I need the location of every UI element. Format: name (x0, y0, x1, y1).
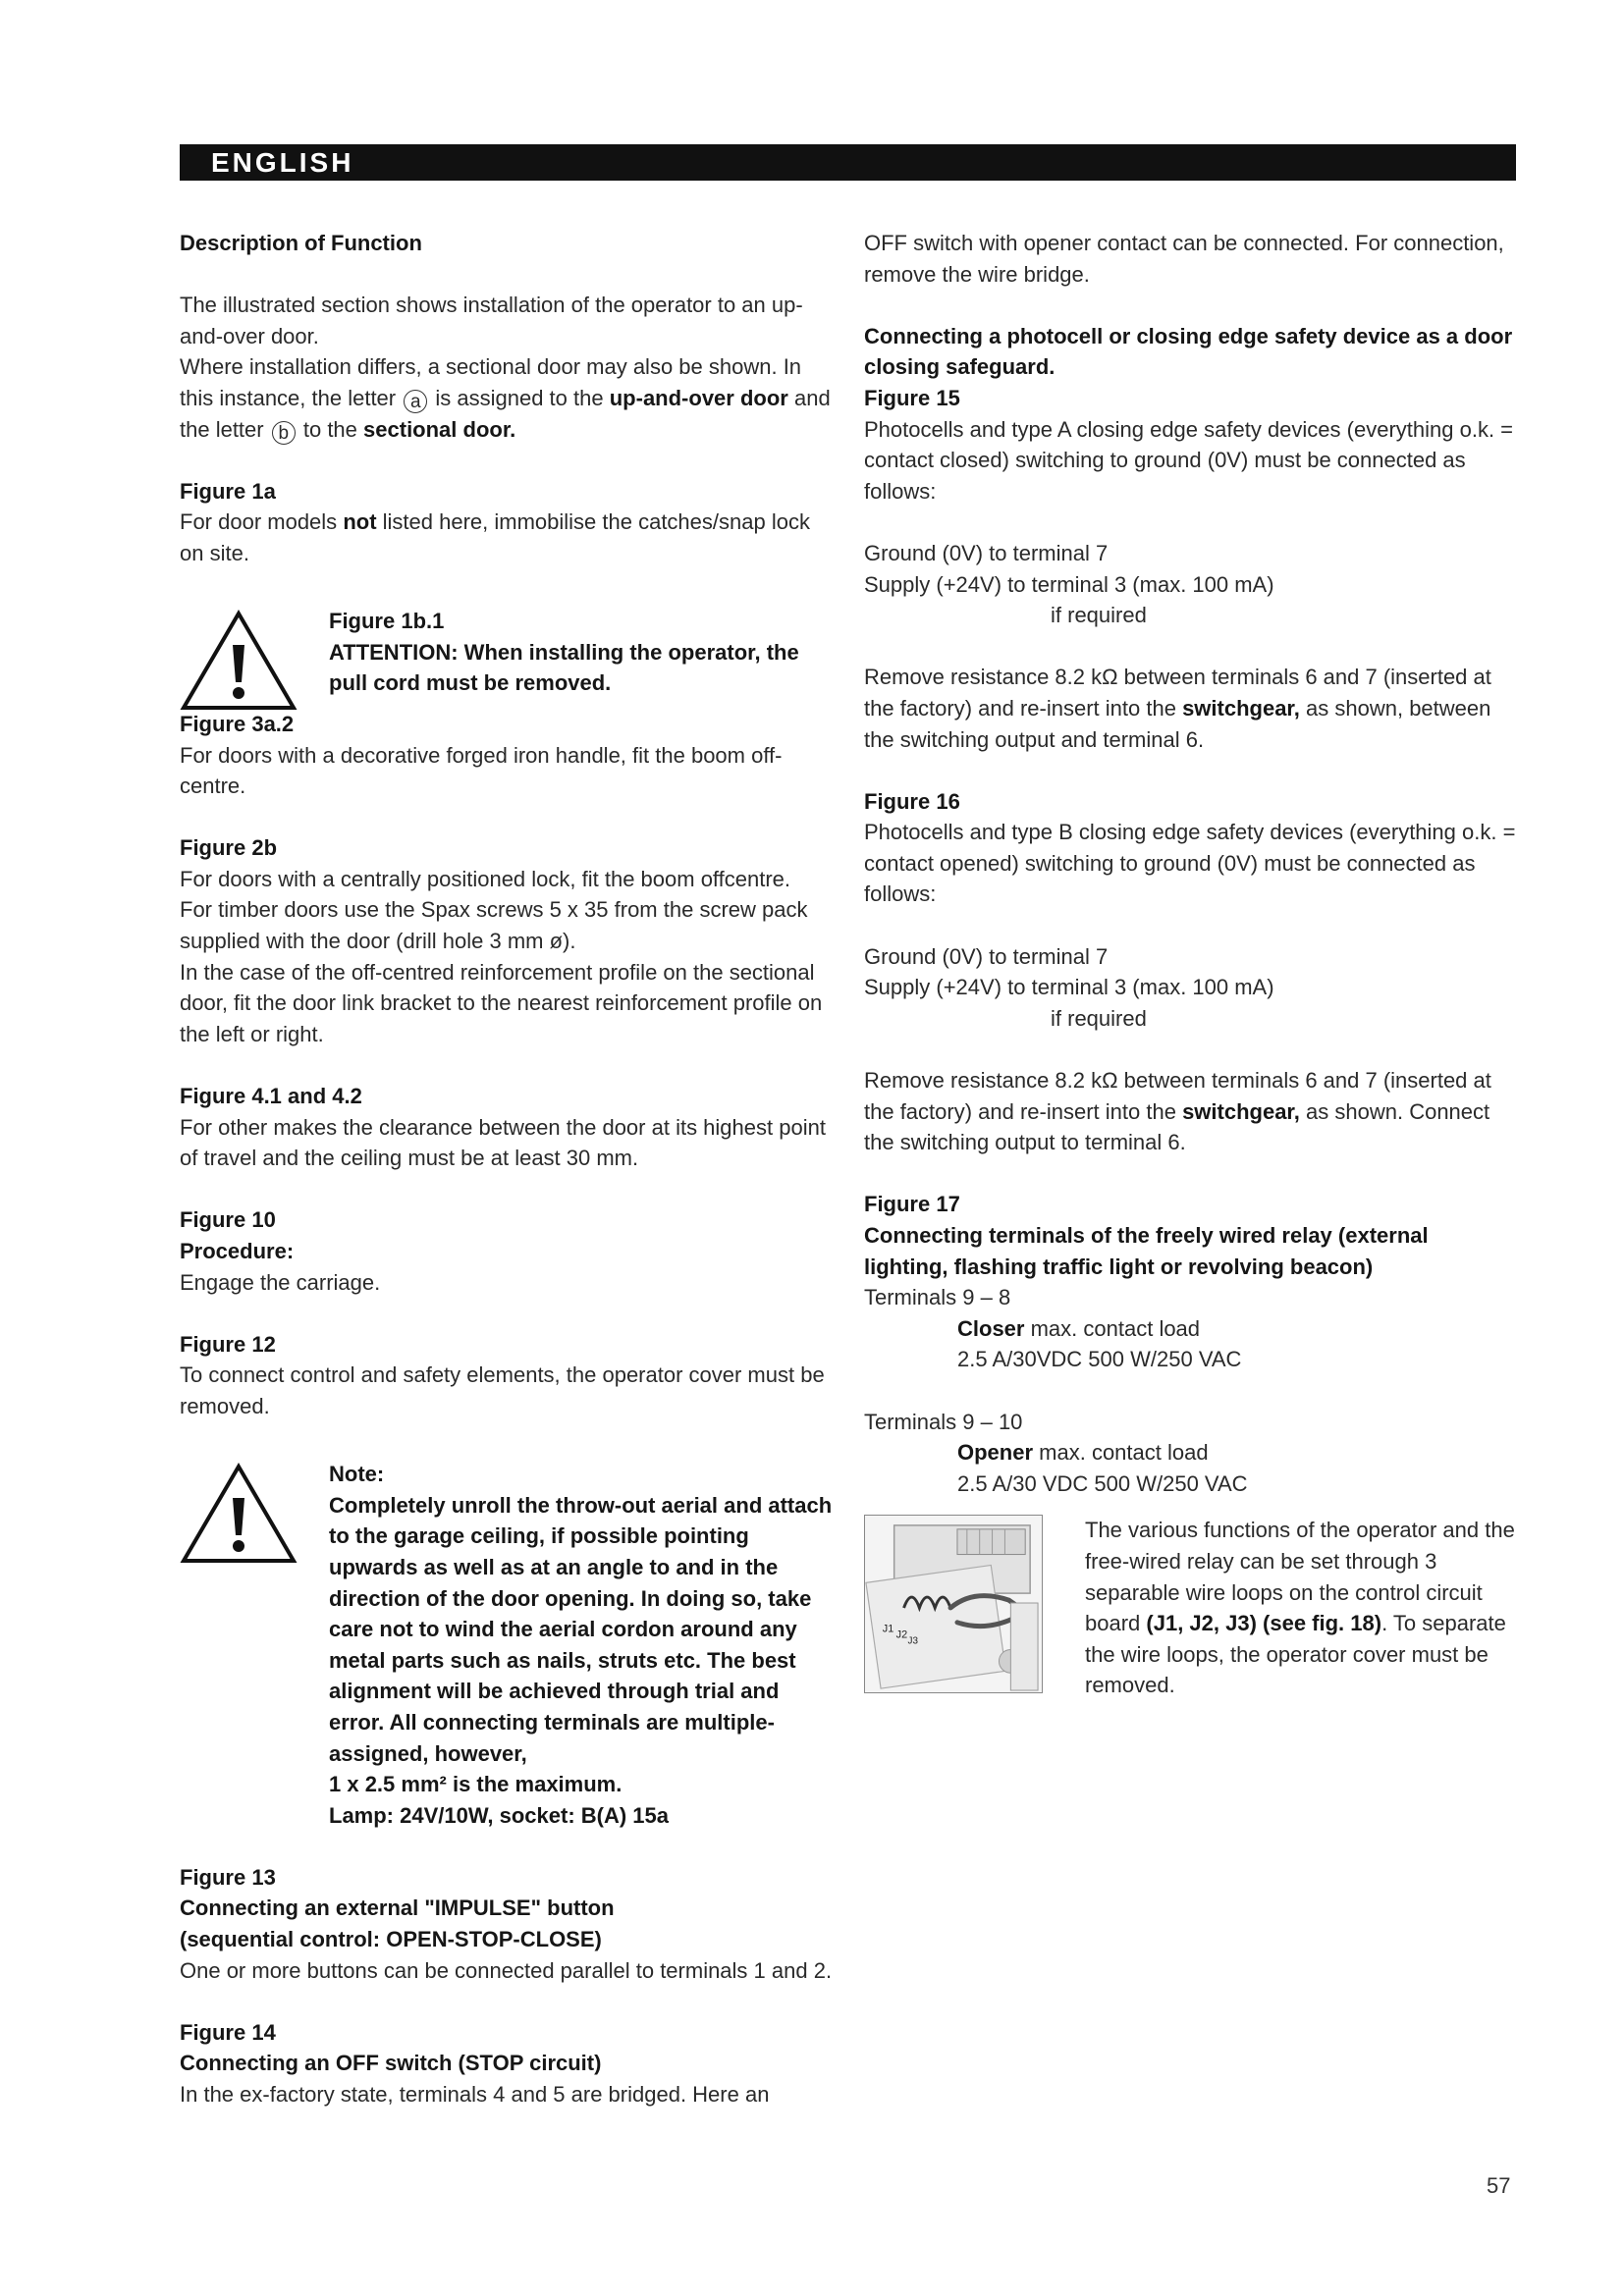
figure-4-text: For other makes the clearance between the door at its highest point of travel and the ceiling must be at least 30 mm. (180, 1114, 826, 1171)
note-heading: Note: (329, 1462, 385, 1487)
figure-15-heading: Figure 15 (864, 385, 960, 410)
j1-label: J1 (882, 1624, 894, 1636)
figure-16-text: Photocells and type B closing edge safety devices (everything o.k. = contact opened) switching to ground (0V) must be connected as follows: (864, 820, 1516, 907)
right-column (864, 228, 1518, 1731)
note-lamp: Lamp: 24V/10W, socket: B(A) 15a (329, 1802, 670, 1828)
figure-1a-text: For door models not listed here, immobilise the catches/snap lock on site. (180, 509, 810, 565)
figure-15-if-required: if required (1051, 603, 1147, 628)
opener-load: 2.5 A/30 VDC 500 W/250 VAC (957, 1470, 1248, 1496)
attention-text: ATTENTION: When installing the operator, the pull cord must be removed. (329, 639, 799, 696)
continuation-text: OFF switch with opener contact can be connected. For connection, remove the wire bridge. (864, 231, 1504, 287)
closer-line: Closer max. contact load (957, 1315, 1201, 1341)
photocell-heading: Connecting a photocell or closing edge safety device as a door closing safeguard. (864, 323, 1513, 380)
terminals-9-10: Terminals 9 – 10 (864, 1409, 1023, 1434)
figure-2b-paragraph-2: For timber doors use the Spax screws 5 x 35 from the screw pack supplied with the door (drill hole 3 mm ø). (180, 897, 808, 954)
closer-load: 2.5 A/30VDC 500 W/250 VAC (957, 1347, 1242, 1372)
language-header-bar (180, 144, 1516, 181)
figure-16-ground: Ground (0V) to terminal 7 (864, 943, 1109, 969)
warning-triangle-icon (180, 1463, 298, 1565)
procedure-label: Procedure: (180, 1239, 295, 1263)
figure-14-subheading: Connecting an OFF switch (STOP circuit) (180, 2051, 602, 2076)
terminals-9-8: Terminals 9 – 8 (864, 1285, 1011, 1310)
warning-triangle-icon (180, 610, 298, 712)
figure-16-remove-resistance: Remove resistance 8.2 kΩ between terminals 6 and 7 (inserted at the factory) and re-insert into the switchgear, as shown. Connect the switching output to terminal 6. (864, 1068, 1491, 1155)
page-number: 57 (1487, 2173, 1511, 2198)
figure-12-text: To connect control and safety elements, the operator cover must be removed. (180, 1362, 825, 1418)
figure-17-heading: Figure 17 (864, 1192, 960, 1217)
figure-15-ground: Ground (0V) to terminal 7 (864, 540, 1109, 565)
figure-14-text: In the ex-factory state, terminals 4 and 5 are bridged. Here an (180, 2082, 770, 2108)
opener-line: Opener max. contact load (957, 1440, 1209, 1466)
note-block (180, 1459, 838, 1831)
description-paragraph-1: The illustrated section shows installation of the operator to an up-and-over door. (180, 293, 803, 348)
figure-2b-paragraph-3: In the case of the off-centred reinforcement profile on the sectional door, fit the door link bracket to the nearest reinforcement profile on the left or right. (180, 959, 823, 1046)
figure-15-text: Photocells and type A closing edge safety devices (everything o.k. = contact closed) switching to ground (0V) must be connected as follows: (864, 416, 1514, 504)
note-text: Completely unroll the throw-out aerial and attach to the garage ceiling, if possible pointing upwards as well as at an angle to and in the direction of the door opening. In doing so, take care not to wind the aerial cordon around any metal parts such as nails, struts etc. The best alignment will be achieved through trial and error. All connecting terminals are multiple-assigned, however, (329, 1492, 833, 1766)
figure-10-text: Engage the carriage. (180, 1269, 381, 1295)
figure-13-heading: Figure 13 (180, 1864, 276, 1890)
figure-12-heading: Figure 12 (180, 1331, 276, 1357)
figure-1b1-heading: Figure 1b.1 (329, 609, 445, 634)
figure-3a2-heading: Figure 3a.2 (180, 711, 295, 736)
description-paragraph-2: Where installation differs, a sectional door may also be shown. In this instance, the letter a is assigned to the up-and-over door and the letter b to the sectional door. (180, 354, 831, 444)
figure-15-remove-resistance: Remove resistance 8.2 kΩ between terminals 6 and 7 (inserted at the factory) and re-insert into the switchgear, as shown, between the switching output and terminal 6. (864, 665, 1491, 752)
note-max: 1 x 2.5 mm² is the maximum. (329, 1772, 623, 1797)
figure-13-subheading-1: Connecting an external "IMPULSE" button (180, 1896, 615, 1921)
language-label: ENGLISH (211, 147, 354, 178)
figure-2b-heading: Figure 2b (180, 835, 278, 861)
circuit-board-image (864, 1515, 1043, 1693)
left-column (180, 228, 838, 2110)
relay-info-text: The various functions of the operator and the free-wired relay can be set through 3 separable wire loops on the control circuit board (J1, J2, J3) (see fig. 18). To separate the wire loops, the operator cover must be removed. (1085, 1518, 1515, 1698)
figure-4-heading: Figure 4.1 and 4.2 (180, 1084, 362, 1109)
figure-15-supply: Supply (+24V) to terminal 3 (max. 100 mA) (864, 571, 1274, 597)
figure-3a2-text: For doors with a decorative forged iron handle, fit the boom off-centre. (180, 742, 783, 799)
letter-a-icon: a (404, 390, 427, 413)
j2-label: J2 (895, 1629, 908, 1641)
figure-10-heading: Figure 10 (180, 1207, 276, 1233)
figure-16-supply: Supply (+24V) to terminal 3 (max. 100 mA) (864, 975, 1274, 1000)
figure-13-subheading-2: (sequential control: OPEN-STOP-CLOSE) (180, 1927, 602, 1952)
relay-info-block (864, 1515, 1518, 1731)
figure-13-text: One or more buttons can be connected parallel to terminals 1 and 2. (180, 1957, 833, 1983)
figure-2b-paragraph-1: For doors with a centrally positioned lock, fit the boom offcentre. (180, 866, 791, 891)
figure-16-if-required: if required (1051, 1005, 1147, 1031)
figure-1a-heading: Figure 1a (180, 478, 276, 504)
j3-label: J3 (907, 1635, 918, 1647)
figure-14-heading: Figure 14 (180, 2019, 276, 2045)
description-heading: Description of Function (180, 231, 422, 255)
figure-17-subheading: Connecting terminals of the freely wired relay (external lighting, flashing traffic light or revolving beacon) (864, 1223, 1429, 1279)
figure-16-heading: Figure 16 (864, 788, 960, 814)
letter-b-icon: b (272, 421, 296, 445)
attention-block (180, 606, 838, 699)
